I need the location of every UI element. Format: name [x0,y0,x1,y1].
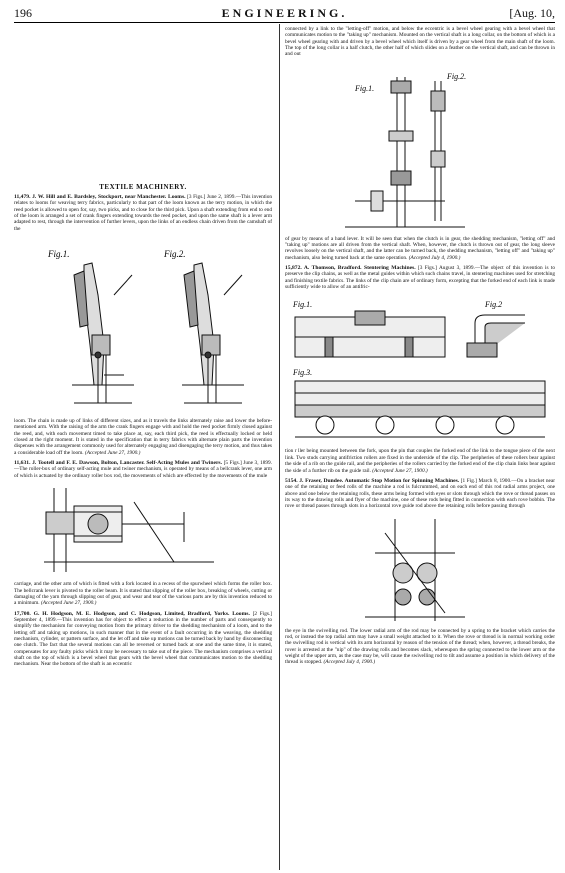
patent-5154 [285,478,555,510]
loom-drawing-2 [182,263,244,403]
figure-stenter-chain [285,293,555,445]
patent-11631 [14,460,272,479]
patent-text: [5 Figs.] June 3, 1899.—The roller-box of ordinary self-acting mule and twiner mechanism, is operated by means of a bellcrank lever, one arm of which is actuated by the ordinary roller box rod, the movements of which are effected by the movements of the mule [14,460,272,479]
patent-heading: 11,479. J. W. Hill and E. Bardsley, Stockport, near Manchester. Looms. [14,194,186,200]
figure-label: Fig.1. [293,300,313,310]
page-number: 196 [14,6,32,20]
left-column [14,26,272,868]
patent-text: [3 Figs.] August 3, 1899.—The object of this invention is to preserve the clip chains, as well as the metal guides within which such chains travel, in stentering machines used for stretching and finishing textile fabrics. The links of the clip chain are of ordinary form, excepting that the forked end of each link is made sufficiently wide to allow of an antifric- [285,265,555,291]
patent-11479 [14,194,272,232]
figure-mule-roller-box [14,482,272,578]
figure-loom-terry-motion [14,235,272,415]
stenter-drawing-1 [295,311,445,357]
stop-motion-drawing [365,519,465,621]
patent-heading: 5154. J. Fraser, Dundee. Automatic Stop Motion for Spinning Machines. [285,477,460,484]
right-column [285,26,555,868]
figure-label: Fig.1. [48,249,70,260]
patent-text: [2 Figs.] September 4, 1899.—This invention has for object to effect a reduction in the number of parts and consequently to simplify the mechanism for conveying motion from the primary driver to the shedding mechanism of a loom, and to the letting off and taking up motions, in such manner that in the event of a fault occurring in the weaving, the shedding mechanism, cylinder, or pattern surface, and the let off and take up motions can be turned back by hand by disconnecting one clutch. The fact that the several motions can all be reversed or turned back at one and the same time, it is stated, compensates for any faulty picks which it may be necessary to take out of the piece. The mechanism comprises a vertical shaft on the top of which is a bevel wheel that gears with the bevel wheel that communicates motion to the shedding mechanism. Near the bottom of the shaft is an eccentric [14,610,272,668]
column-separator [279,24,280,870]
header-rule [14,22,555,23]
stenter-drawing-2 [467,315,525,357]
figure-label: Fig.2. [447,71,467,81]
figure-label: Fig.2 [485,300,503,310]
shaft-drawing [345,77,465,227]
patent-text-continued: of gear by means of a hand lever. It will be seen that when the clutch is in gear, the shedding mechanism, "letting off" and "taking up" motions are all driven from the vertical shaft. When, however, the clutch is thrown out of gear, the long sleeve revolves loosely on the vertical shaft, and the latter can be turned back, the shedding mechanism, "letting off" and "taking up" mechanism, also being turned back at the same operation. (Accepted July 4, 1900.) [285,235,555,261]
blank-area [14,26,272,181]
patent-text-continued: connected by a link to the "letting-off" motion, and below the eccentric is a bevel wheel gearing with a bevel wheel that communicates motion to the "taking up" mechanism. Mounted on the vertical shaft is a long collar, on the bottom of which is a bevel wheel gearing with and driven by a bevel wheel which itself is driven by a gear wheel from the main shaft of the loom. The top of the long collar is a half clutch, the other half of which slides on a feather on the vertical shaft, and can be thrown in and out [285,26,555,58]
patent-heading: 11,631. J. Tootell and F. E. Dawson, Bolton, Lancaster. Self-Acting Mules and Twiners. [14,460,222,467]
figure-label: Fig.1. [355,83,375,93]
patent-text: [3 Figs.] June 2, 1899.—This invention relates to looms for weaving terry fabrics, particularly to that part of the loom known as the terry motion, in which the reed pocket is allowed to open for, say, two picks, and to close for the third pick. Upon a shaft extending from end to end of the loom is arranged a set of crank fingers extending towards the reed pocket, and upon the same shaft is a lever arm adapted to rest, through the intervention of further levers, upon the links of an endless chain driven from the camshaft of the [14,194,272,232]
figure-vertical-shaft [285,61,555,233]
patent-text-continued: the eye in the swivelling rod. The lower radial arm of the rod may be connected by a spring to the bracket which carries the rod, or instead the top radial arm may have a small weight attached to it. When the rove or thread is in normal working order the swivelling rod is vertical with its arm horizontal by reason of the tension of the thread; when, however, a thread breaks, the rover is arrested at the "nip" of the drawing rolls and becomes slack, whereupon the spring connected to the lower arm or the weight of the upper arm, as the case may be, will cause the swivelling rod to tilt and assume a position in which delivery of the thread is stopped. (Accepted July 4, 1900.) [285,627,555,666]
patent-17700 [14,611,272,668]
figure-label: Fig.2. [164,249,186,260]
issue-date: [Aug. 10, [509,6,555,20]
patent-text-continued: carriage, and the other arm of which is fitted with a fork located in a recess of the spurwheel which forms the roller box. The bellcrank lever is pivoted to the roller beam. It is stated that slipping of the roller box, breaking of wheels, cutting or damaging of the yarn through slipping out of gear, and wear and tear of the various parts are by this invention reduced to a minimum. (Accepted June 27, 1900.) [14,581,272,607]
patent-heading: 15,872. A. Thomson, Bradford. Stentering Machines. [285,265,416,272]
journal-title: ENGINEERING. [221,6,348,20]
figure-label: Fig.3. [293,368,313,378]
mule-drawing [44,488,214,572]
page-header [14,6,555,22]
patent-text-continued: loom. The chain is made up of links of different sizes, and as it travels the links alternately raise and lower the before-mentioned arm. With the raising of the arm the crank fingers engage with and hold the reed pocket firmly closed against the reed, and, with each movement timed to take place at, say, each third pick, the reed is effectually locked or held closed at the right moment. It is stated in the specification that in terry fabrics with alternate plain parts the invention dispenses with the arrangement commonly used for alternately engaging and disengaging the terry motion, and thus takes a considerable load off the loom. (Accepted June 27, 1900.) [14,418,272,456]
stenter-drawing-3 [295,381,545,437]
patent-heading: 17,700. G. H. Hodgson, M. E. Hodgson, and C. Hodgson, Limited, Bradford, Yorks. Looms. [14,610,250,617]
section-title: TEXTILE MACHINERY. [99,183,187,191]
loom-drawing-1 [72,263,134,403]
figure-stop-motion [285,513,555,625]
patent-text-continued: tion r ller being mounted between the fork, upon the pin that couples the forked end of the link to the tongue piece of the next link. Two studs carrying antifriction rollers are fixed in the underside of the clip. The peripheries of these rollers bear against the side of a rib on the guide rail, and the peripheries of the rollers carried by the forked end of the clip chain links bear against the side of a further rib on the guide rail. (Accepted June 27, 1900.) [285,448,555,474]
patent-text: [1 Fig.] March 8, 1900.—On a bracket near one of the retaining or feed rolls of the machine a rod is fulcrummed, and on each end of this rod radial arms project, one above and one below the retaining rolls, these arms being formed with eyes or slots through which the rove or thread passes on its way to the drawing rolls and flyer of the machine, one of these rods being fitted in connection with each rove bobbin. The rove or thread passes through slots in a horizontal rove guide rod above the retaining rolls before passing through [285,477,555,510]
patent-15872 [285,265,555,290]
